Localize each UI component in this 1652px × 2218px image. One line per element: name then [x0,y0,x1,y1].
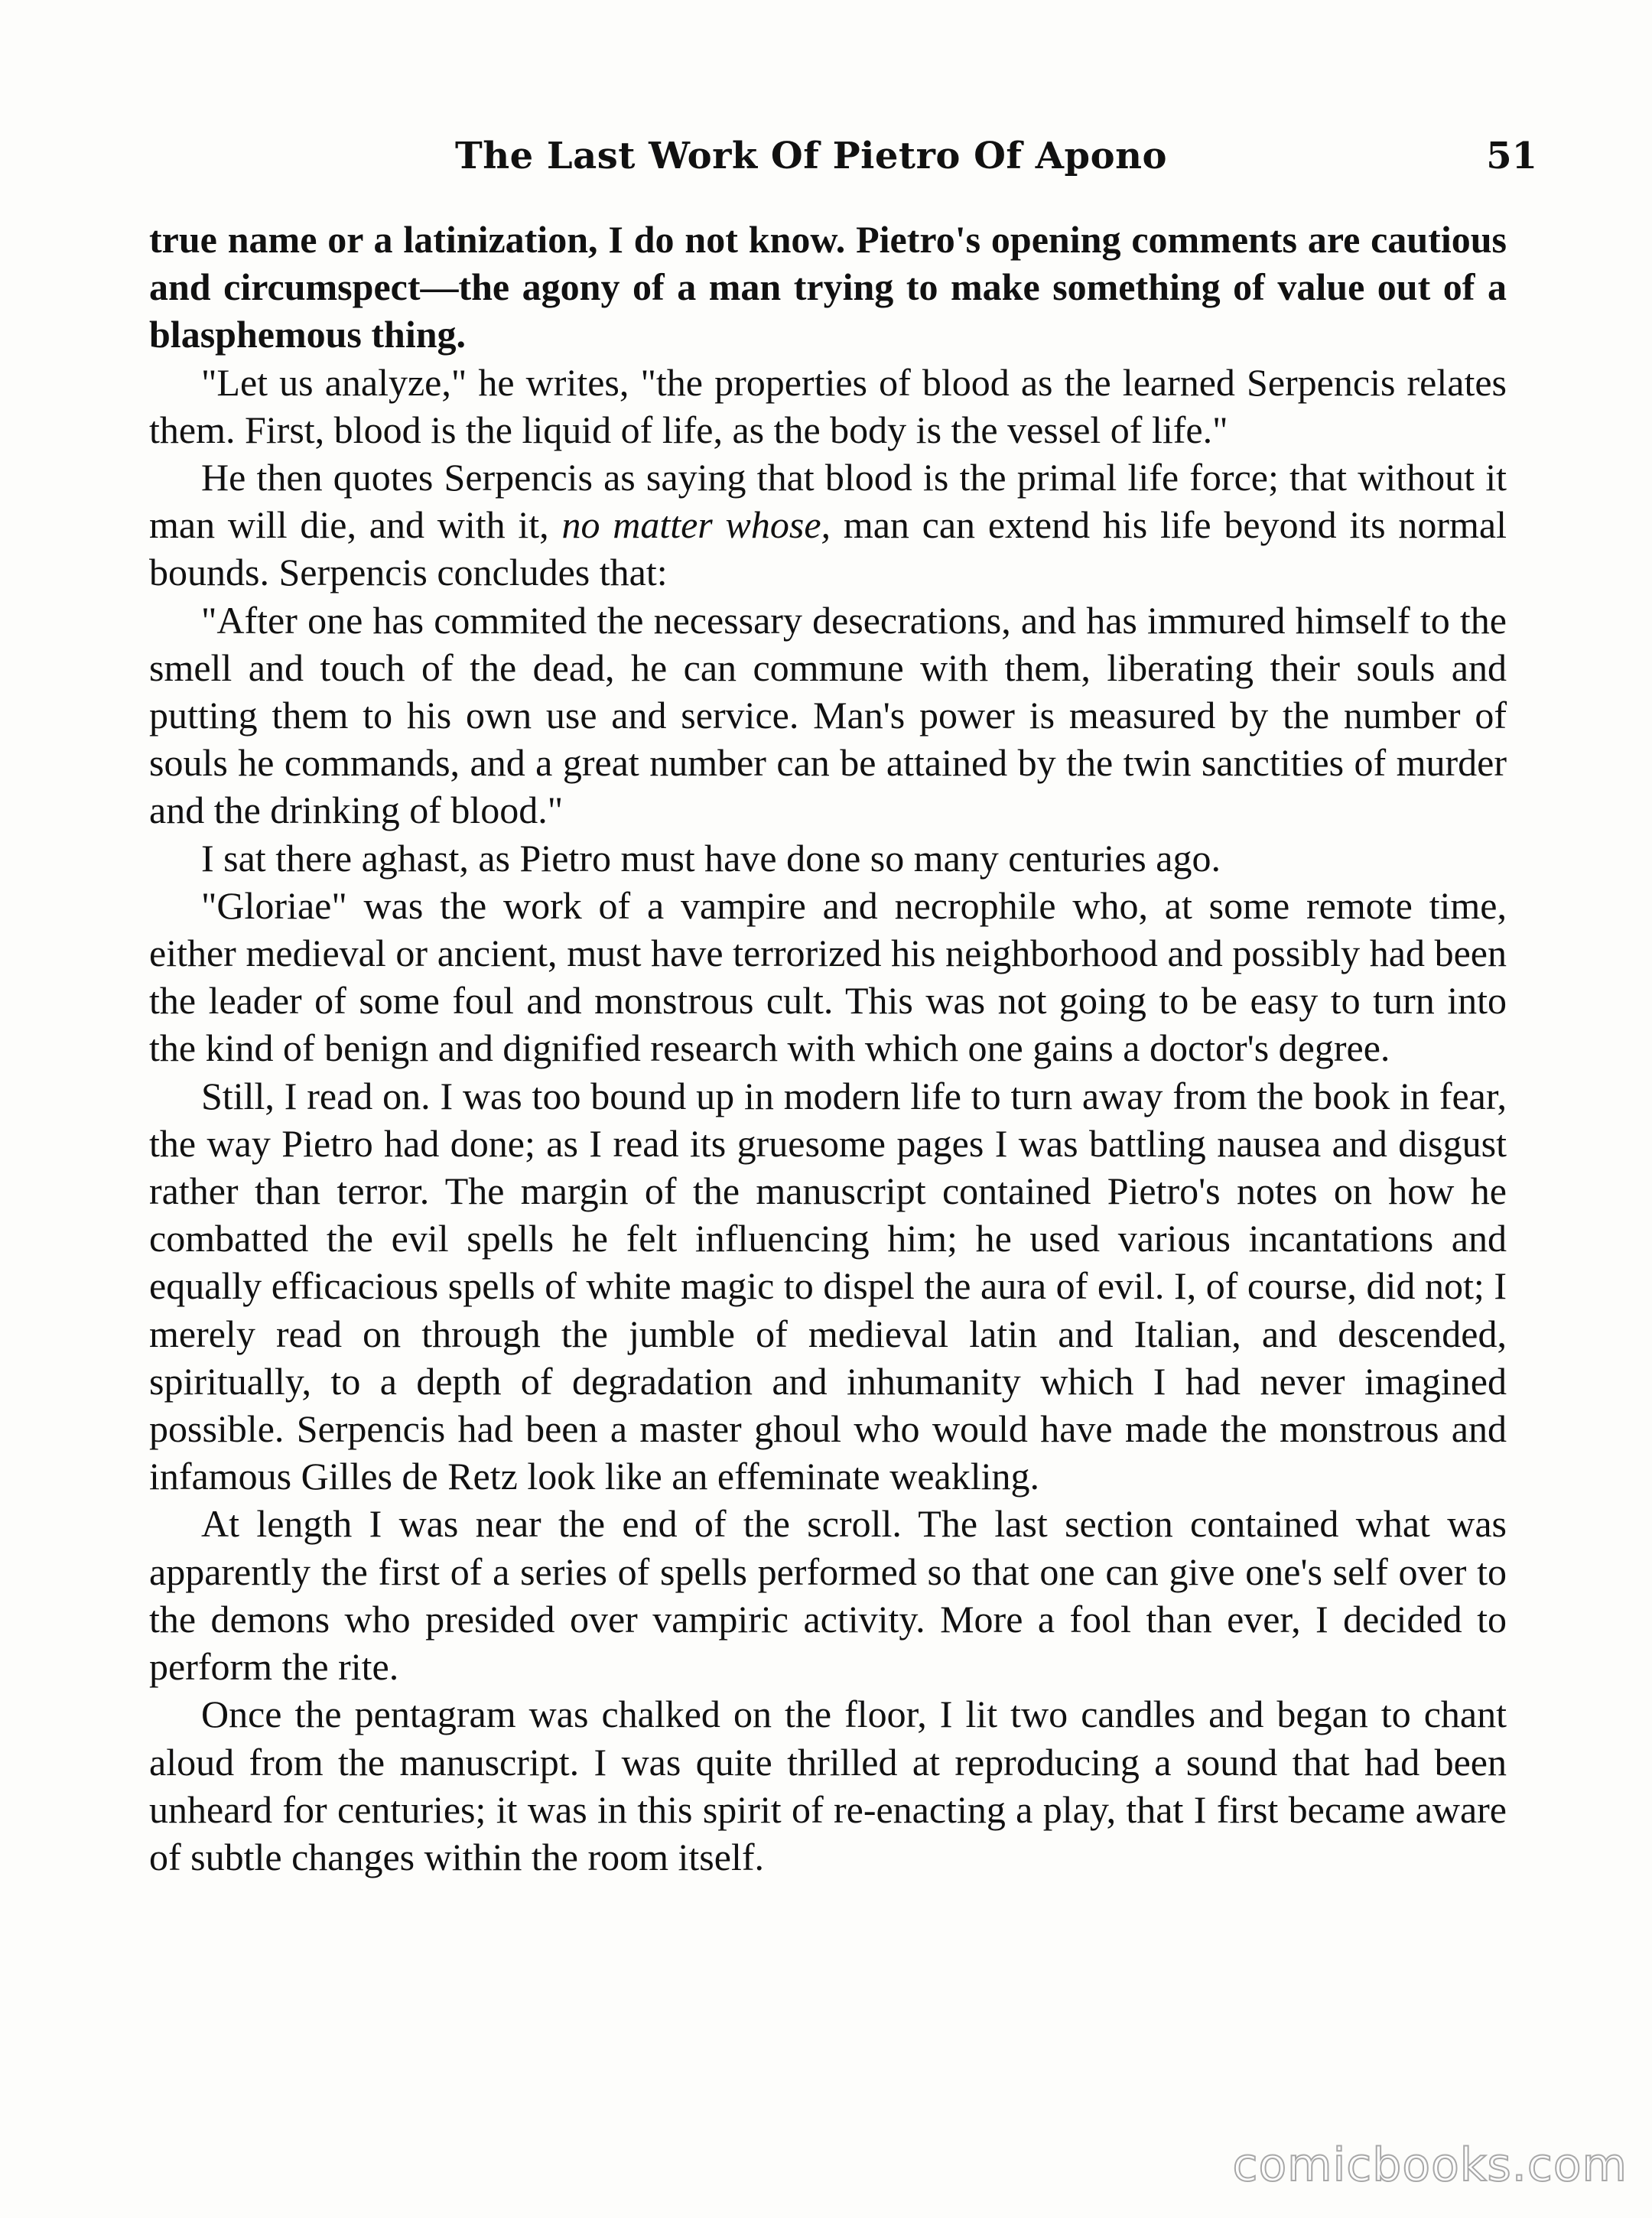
paragraph: "Gloriae" was the work of a vampire and necrophile who, at some remote time, either medieval or ancient, must have terrorized his neighborhood and possibly had been the leader of some foul and monstrous cult. This was not going to be easy to turn into the kind of benign and dignified research with which one gains a doctor's degree. [149,883,1507,1070]
watermark: comicbooks.com [1232,2138,1628,2192]
paragraph: He then quotes Serpencis as saying that blood is the primal life force; that without it man will die, and with it, no matter whose, man can extend his life beyond its normal bounds. Serpencis concludes that: [149,456,1507,594]
paragraph: Still, I read on. I was too bound up in modern life to turn away from the book in fear, the way Pietro had done; as I read its gruesome pages I was battling nausea and disgust rather than terror. The margin of the manuscript contained Pietro's notes on how he combatted the evil spells he felt influencing him; he used various incantations and equally efficacious spells of white magic to dispel the aura of evil. I, of course, did not; I merely read on through the jumble of medieval latin and Italian, and descended, spiritually, to a depth of degradation and inhumanity which I had never imagined possible. Serpencis had been a master ghoul who would have made the monstrous and infamous Gilles de Retz look like an effeminate weakling. [149,1074,1507,1498]
page-number: 51 [1486,135,1537,177]
paragraph: "Let us analyze," he writes, "the properties of blood as the learned Serpencis relates them. First, blood is the liquid of life, as the body is the vessel of life." [149,360,1507,451]
paragraph: "After one has commited the necessary desecrations, and has immured himself to the smell and touch of the dead, he can commune with them, liberating their souls and putting them to his own use and service. Man's power is measured by the number of souls he commands, and a great number can be attained by the twin sanctities of murder and the drinking of blood." [149,598,1507,832]
body-text [149,216,1507,1881]
paragraph: At length I was near the end of the scroll. The last section contained what was apparently the first of a series of spells performed so that one can give one's self over to the demons who presided over vampiric activity. More a fool than ever, I decided to perform the rite. [149,1502,1507,1689]
paragraph: I sat there aghast, as Pietro must have done so many centuries ago. [201,836,1221,880]
emphasis: no matter whose, [561,503,831,547]
paragraph: true name or a latinization, I do not know. Pietro's opening comments are cautious and circumspect—the agony of a man trying to make something of value out of a blasphemous thing. [149,218,1507,356]
page-header [149,135,1537,188]
running-title: The Last Work Of Pietro Of Apono [455,135,1168,177]
paragraph: Once the pentagram was chalked on the floor, I lit two candles and began to chant aloud from the manuscript. I was quite thrilled at reproducing a sound that had been unheard for centuries; it was in this spirit of re-enacting a play, that I first became aware of subtle changes within the room itself. [149,1693,1507,1878]
